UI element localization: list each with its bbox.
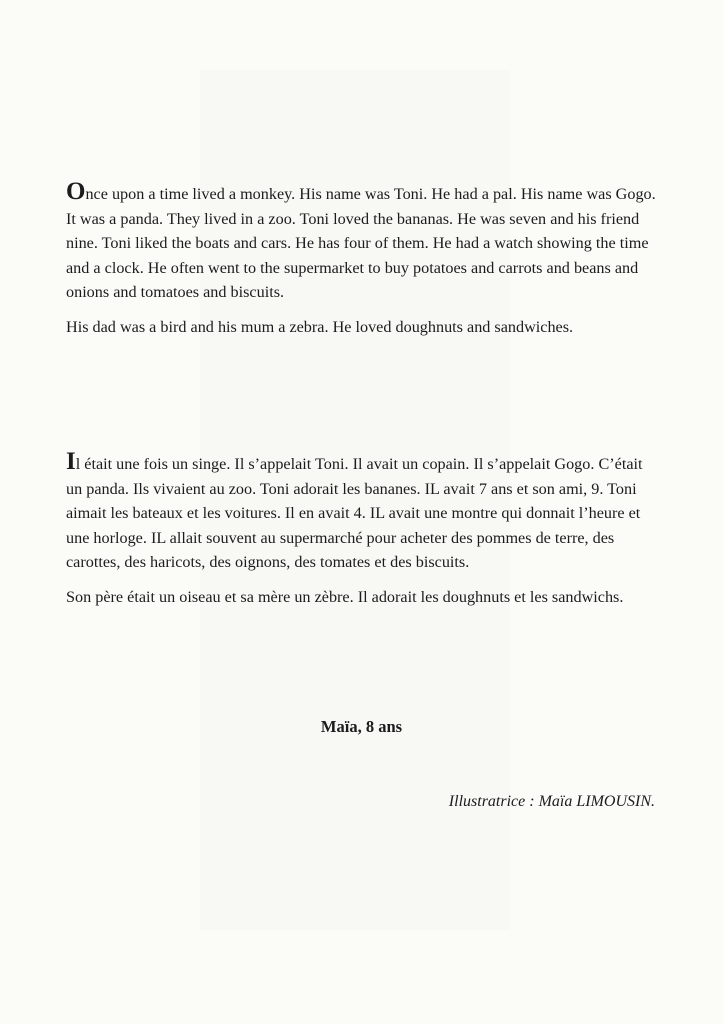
english-drop-cap: O	[66, 178, 86, 205]
french-paragraph-1	[66, 448, 656, 575]
french-story	[66, 448, 656, 619]
french-paragraph-2: Son père était un oiseau et sa mère un zèbre. Il adorait les doughnuts et les sandwichs.	[66, 587, 624, 606]
english-paragraph-1	[66, 178, 656, 305]
english-story	[66, 178, 656, 349]
french-paragraph-1-text: l était une fois un singe. Il s’appelait Toni. Il avait un copain. Il s’appelait Gogo. C’était un panda. Ils vivaient au zoo. Toni adorait les bananes. IL avait 7 ans et son ami, 9. Toni aimait les bateaux et les voitures. Il en avait 4. IL avait une montre qui donnait l’heure et une horloge. IL allait souvent au supermarché pour acheter des pommes de terre, des carottes, des haricots, des oignons, des tomates et des biscuits.	[66, 455, 643, 571]
illustrator-credit: Illustratrice : Maïa LIMOUSIN.	[448, 793, 655, 810]
author-signature: Maïa, 8 ans	[320, 717, 403, 736]
french-drop-cap: I	[66, 448, 76, 475]
english-paragraph-2: His dad was a bird and his mum a zebra. He loved doughnuts and sandwiches.	[66, 317, 574, 336]
english-paragraph-1-text: nce upon a time lived a monkey. His name was Toni. He had a pal. His name was Gogo. It was a panda. They lived in a zoo. Toni loved the bananas. He was seven and his friend nine. Toni liked the boats and cars. He has four of them. He had a watch showing the time and a clock. He often went to the supermarket to buy potatoes and carrots and beans and onions and tomatoes and biscuits.	[66, 185, 656, 301]
